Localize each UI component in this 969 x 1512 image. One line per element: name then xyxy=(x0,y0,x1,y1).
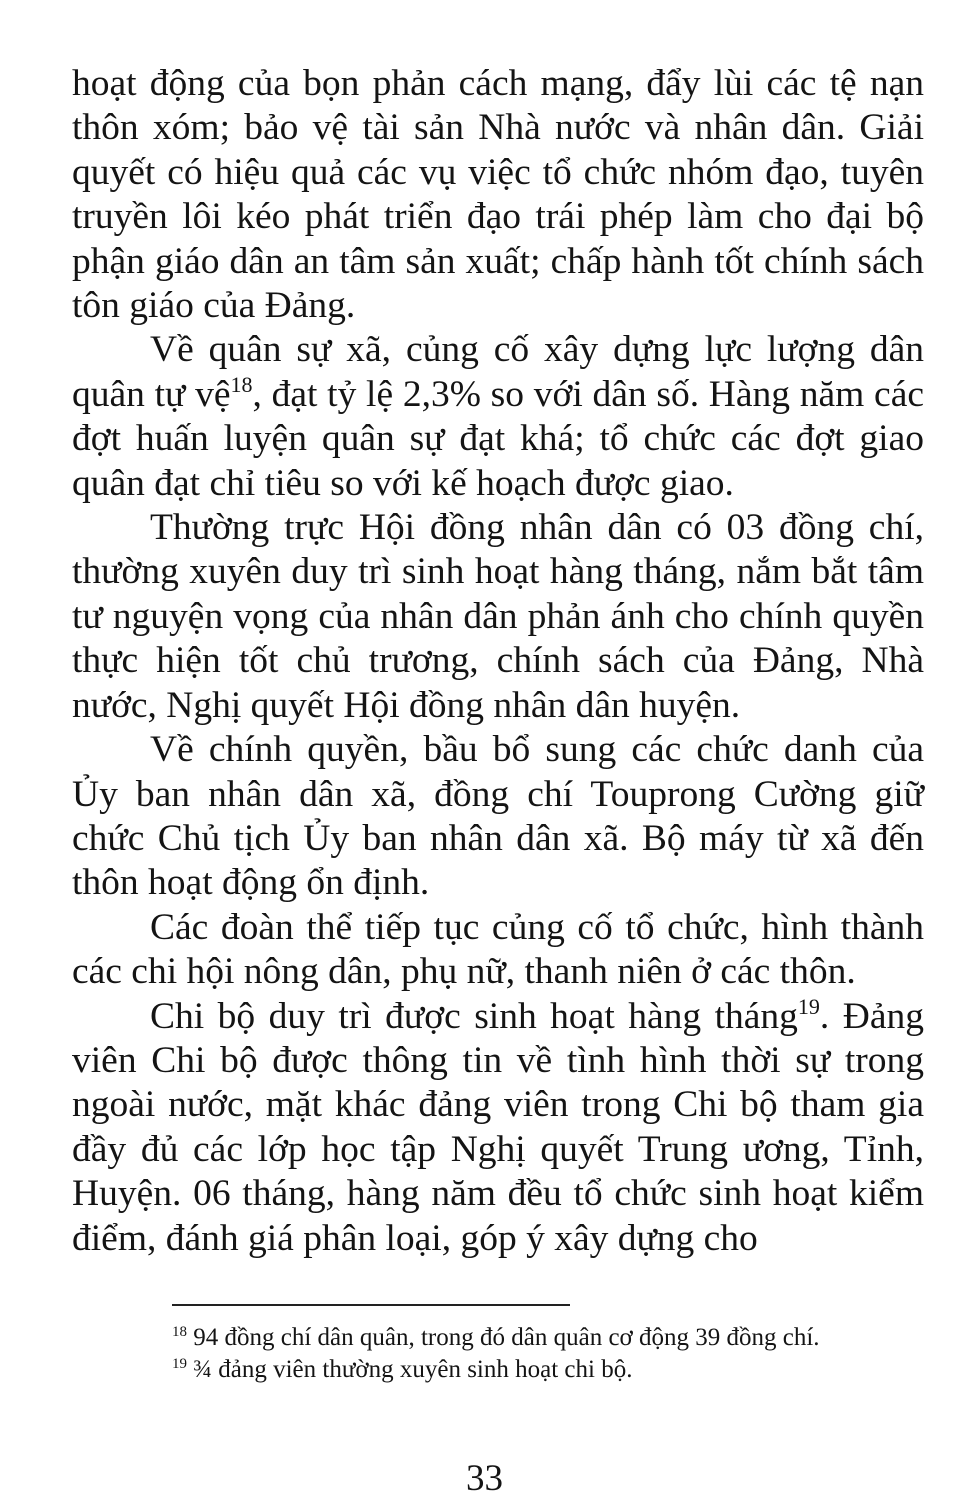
footnote-marker-18: 18 xyxy=(172,1324,187,1340)
paragraph-3: Thường trực Hội đồng nhân dân có 03 đồng chí, thường xuyên duy trì sinh hoạt hàng tháng, nắm bắt tâm tư nguyện vọng của nhân dân phản ánh cho chính quyền thực hiện tốt chủ trương, chính sách của Đảng, Nhà nước, Nghị quyết Hội đồng nhân dân huyện. xyxy=(72,507,924,726)
paragraph-5: Các đoàn thể tiếp tục củng cố tổ chức, hình thành các chi hội nông dân, phụ nữ, thanh niên ở các thôn. xyxy=(72,906,924,993)
footnote-marker-19: 19 xyxy=(172,1356,187,1372)
footnote-19 xyxy=(172,1354,932,1386)
footnotes xyxy=(172,1322,932,1386)
footnote-18 xyxy=(172,1322,932,1354)
paragraph-4: Về chính quyền, bầu bổ sung các chức danh của Ủy ban nhân dân xã, đồng chí Touprong Cường giữ chức Chủ tịch Ủy ban nhân dân xã. Bộ máy từ xã đến thôn hoạt động ổn định. xyxy=(72,729,924,904)
footnote-divider xyxy=(172,1304,570,1306)
footnote-19-text: ¾ đảng viên thường xuyên sinh hoạt chi bộ. xyxy=(187,1356,633,1383)
footnote-ref-19[interactable]: 19 xyxy=(797,993,820,1019)
paragraph-1: hoạt động của bọn phản cách mạng, đẩy lùi các tệ nạn thôn xóm; bảo vệ tài sản Nhà nước và nhân dân. Giải quyết có hiệu quả các vụ việc tổ chức nhóm đạo, tuyên truyền lôi kéo phát triển đạo trái phép làm cho đại bộ phận giáo dân an tâm sản xuất; chấp hành tốt chính sách tôn giáo của Đảng. xyxy=(72,63,924,327)
page-number: 33 xyxy=(466,1458,503,1499)
paragraph-6-text-before: Chi bộ duy trì được sinh hoạt hàng tháng xyxy=(150,995,798,1037)
paragraph-2-text-after: , đạt tỷ lệ 2,3% so với dân số. Hàng năm các đợt huấn luyện quân sự đạt khá; tổ chức các đợt giao quân đạt chỉ tiêu so với kế hoạch được giao. xyxy=(72,373,924,504)
paragraph-6-text-after: . Đảng viên Chi bộ được thông tin về tình hình thời sự trong ngoài nước, mặt khác đảng viên trong Chi bộ tham gia đầy đủ các lớp học tập Nghị quyết Trung ương, Tỉnh, Huyện. 06 tháng, hàng năm đều tổ chức sinh hoạt kiểm điểm, đánh giá phân loại, góp ý xây dựng cho xyxy=(72,995,924,1259)
paragraph-6 xyxy=(72,995,924,1261)
page-body xyxy=(72,62,924,1261)
footnote-18-text: 94 đồng chí dân quân, trong đó dân quân cơ động 39 đồng chí. xyxy=(187,1324,820,1351)
paragraph-2-text-before: Về quân sự xã, củng cố xây dựng lực lượng dân quân tự vệ xyxy=(72,329,924,415)
footnote-ref-18[interactable]: 18 xyxy=(230,371,253,397)
paragraph-2 xyxy=(72,328,924,506)
